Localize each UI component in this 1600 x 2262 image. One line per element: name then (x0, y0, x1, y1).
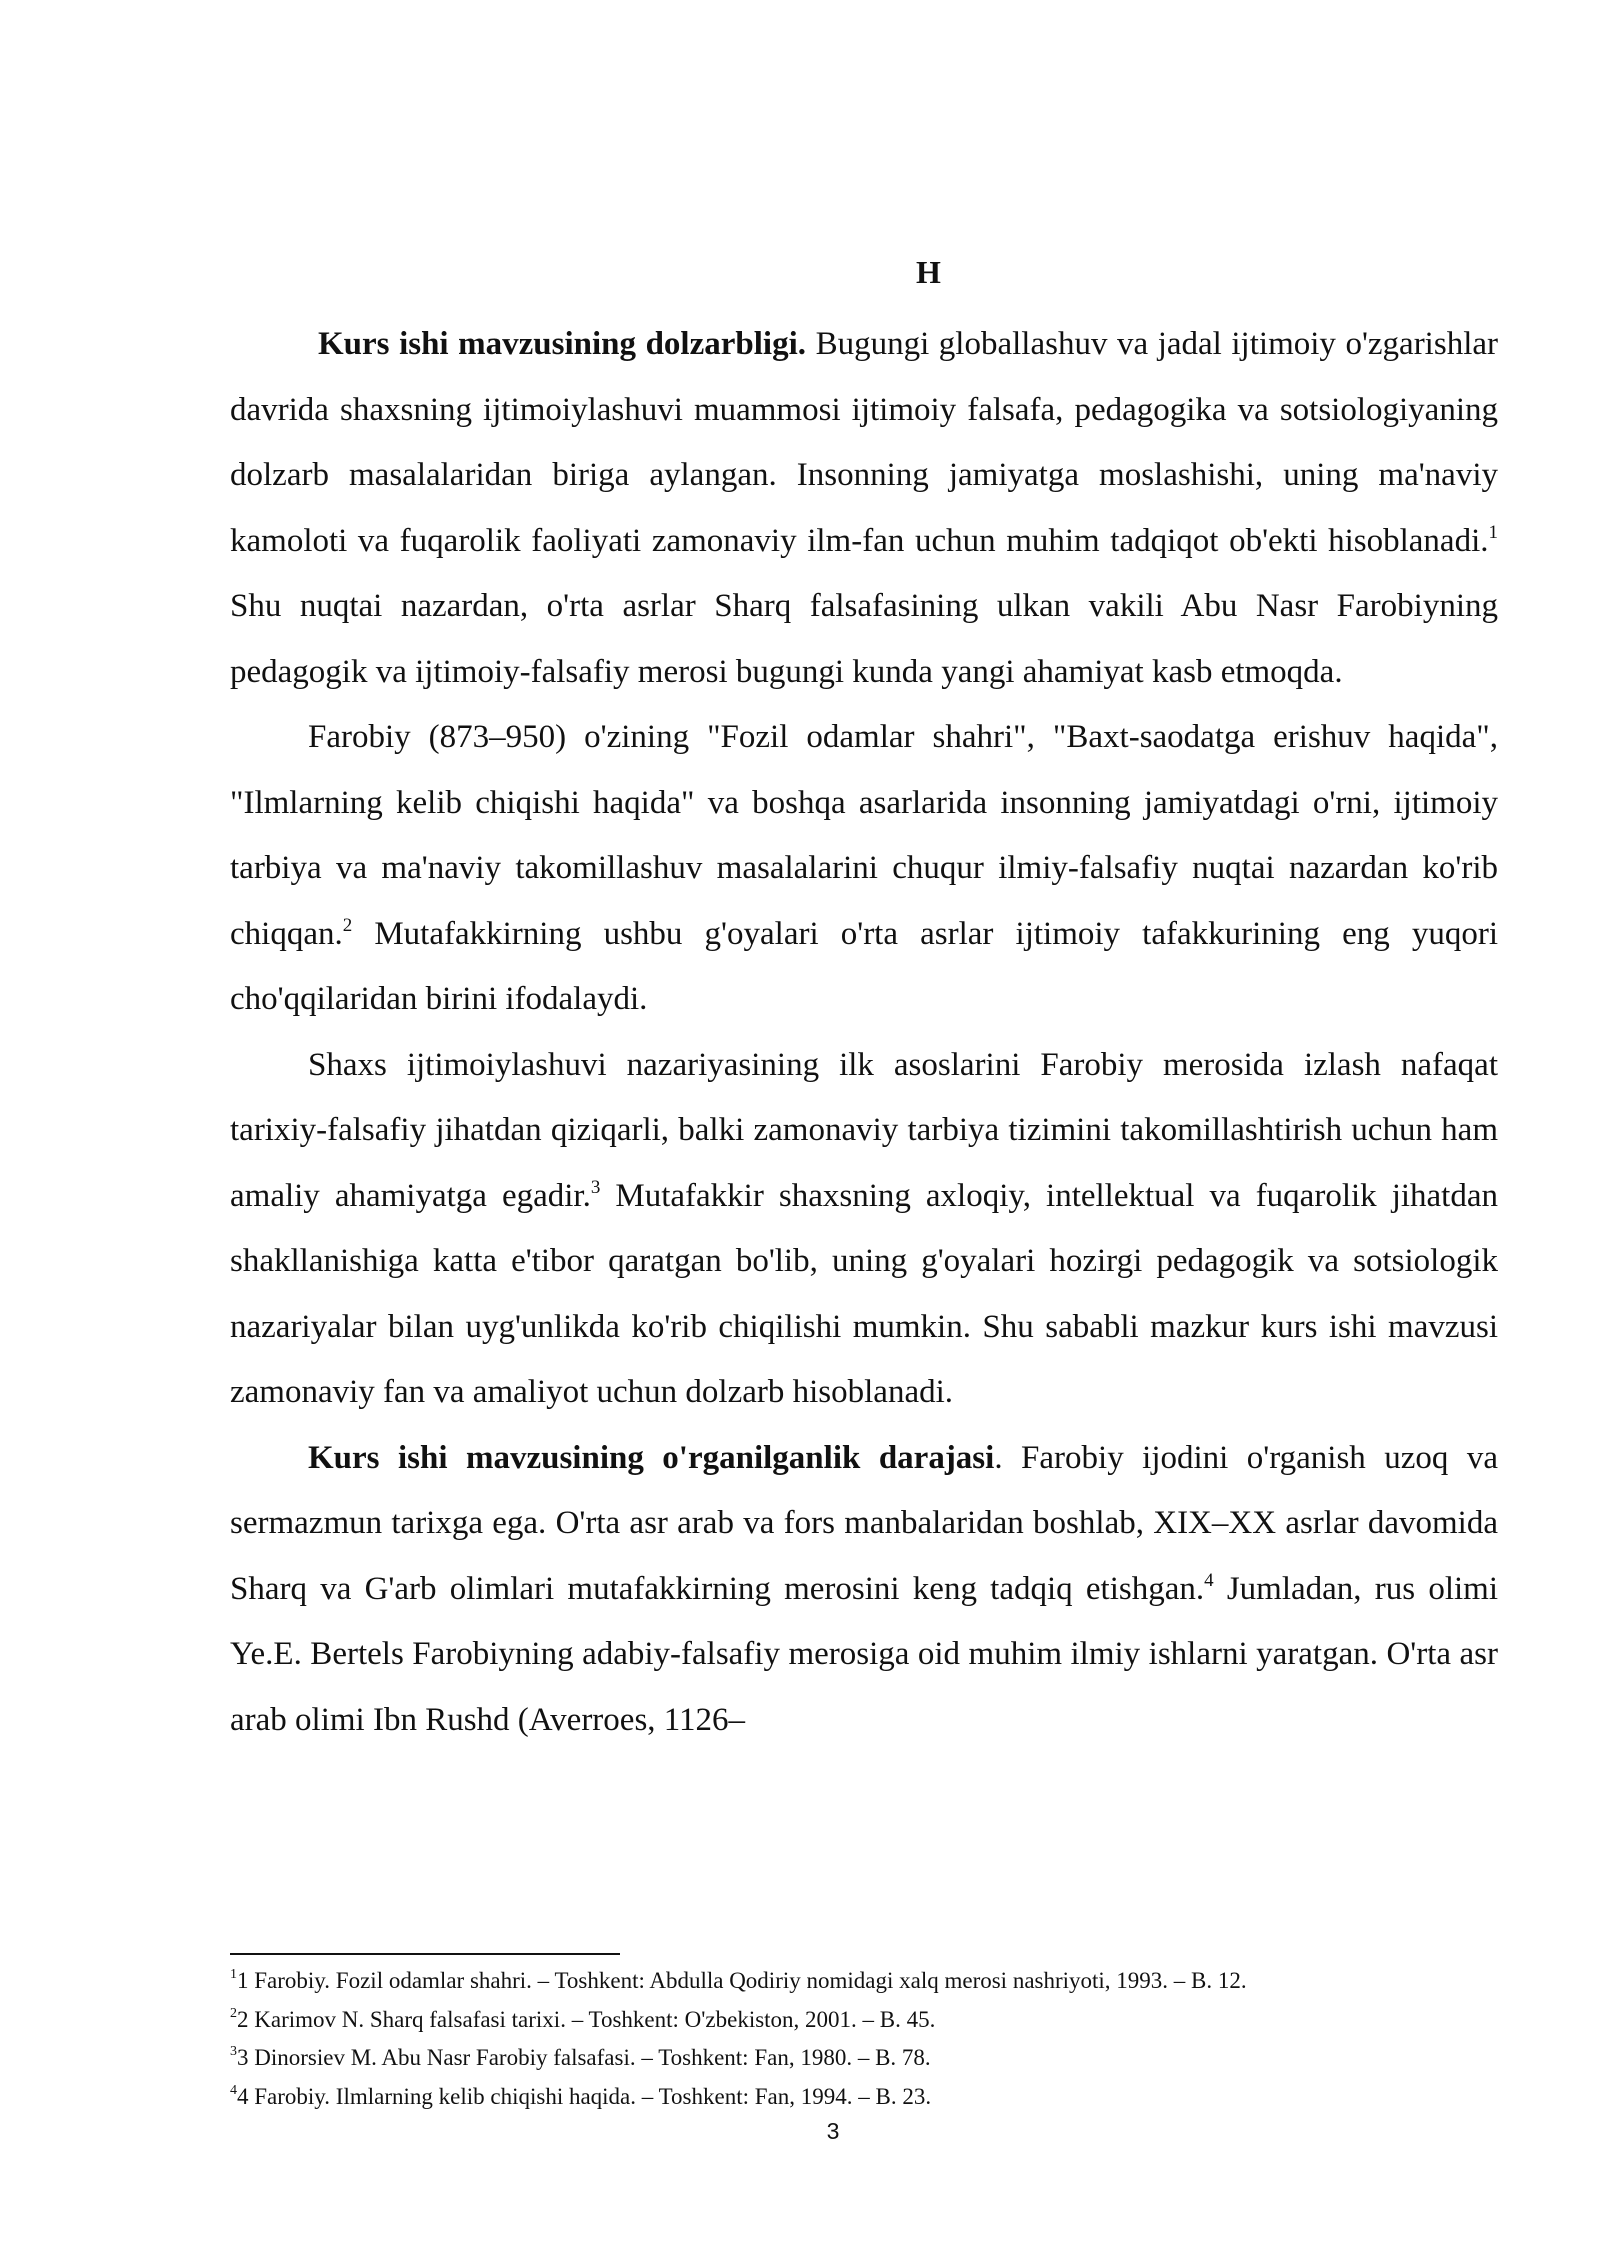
paragraph-text: Mutafakkirning ushbu g'oyalari o'rta asrlar ijtimoiy tafakkurining eng yuqori cho'qqilaridan birini ifodalaydi. (230, 915, 1498, 1017)
footnote-text: 4 Farobiy. Ilmlarning kelib chiqishi haqida. – Toshkent: Fan, 1994. – B. 23. (237, 2083, 932, 2109)
footnote-item (230, 1962, 1498, 2001)
paragraph-farobiy-works (230, 705, 1498, 1033)
page-number: 3 (826, 2118, 840, 2144)
body-text (230, 312, 1498, 1753)
page-heading: H (916, 254, 941, 290)
paragraph-text: Shaxs ijtimoiylashuvi nazariyasining ilk asoslarini Farobiy merosida izlash nafaqat tarixiy-falsafiy jihatdan qiziqarli, balki zamonaviy tarbiya tizimini takomillashtirish uchun ham amaliy ahamiyatga egadir. (230, 1046, 1498, 1214)
footnote-mark: 1 (230, 1967, 237, 1982)
paragraph-research-degree (230, 1426, 1498, 1754)
paragraph-text: Mutafakkir shaxsning axloqiy, intellektual va fuqarolik jihatdan shakllanishiga katta e'tibor qaratgan bo'lib, uning g'oyalari hozirgi pedagogik va sotsiologik nazariyalar bilan uyg'unlikda ko'rib chiqilishi mumkin. Shu sababli mazkur kurs ishi mavzusi zamonaviy fan va amaliyot uchun dolzarb hisoblanadi. (230, 1177, 1498, 1410)
footnote-ref[interactable]: 4 (1204, 1569, 1214, 1591)
paragraph-text: . Farobiy ijodini o'rganish uzoq va sermazmun tarixga ega. O'rta asr arab va fors manbalaridan boshlab, XIX–XX asrlar davomida Sharq va G'arb olimlari mutafakkirning merosini keng tadqiq etishgan. (230, 1439, 1499, 1607)
footnote-ref[interactable]: 3 (590, 1176, 601, 1198)
paragraph-text: Shu nuqtai nazardan, o'rta asrlar Sharq falsafasining ulkan vakili Abu Nasr Farobiyning pedagogik va ijtimoiy-falsafiy merosi bugungi kunda yangi ahamiyat kasb etmoqda. (230, 588, 1498, 690)
footnote-ref[interactable]: 2 (342, 914, 353, 936)
footnote-separator (230, 1953, 620, 1955)
footnote-item (230, 2039, 1498, 2078)
footnote-ref[interactable]: 1 (1488, 521, 1498, 543)
paragraph-text: Bugungi globallashuv va jadal ijtimoiy o'zgarishlar davrida shaxsning ijtimoiylashuvi muammosi ijtimoiy falsafa, pedagogika va sotsiologiyaning dolzarb masalalaridan biriga aylangan. Insonning jamiyatga moslashishi, uning ma'naviy kamoloti va fuqarolik faoliyati zamonaviy ilm-fan uchun muhim tadqiqot ob'ekti hisoblanadi. (230, 326, 1499, 559)
relevance-heading: Kurs ishi mavzusining dolzarbligi. (318, 326, 807, 362)
footnote-text: 1 Farobiy. Fozil odamlar shahri. – Toshkent: Abdulla Qodiriy nomidagi xalq merosi nashriyoti, 1993. – B. 12. (237, 1968, 1247, 1993)
footnote-item (230, 2001, 1498, 2040)
footnote-item (230, 2078, 1498, 2117)
footnote-mark: 3 (230, 2044, 237, 2059)
footnote-mark: 2 (230, 2005, 237, 2021)
paragraph-text: Farobiy (873–950) o'zining "Fozil odamlar shahri", "Baxt-saodatga erishuv haqida", "Ilmlarning kelib chiqishi haqida" va boshqa asarlarida insonning jamiyatdagi o'rni, ijtimoiy tarbiya va ma'naviy takomillashuv masalalarini chuqur ilmiy-falsafiy nuqtai nazardan ko'rib chiqqan. (230, 719, 1498, 952)
paragraph-text: Jumladan, rus olimi Ye.E. Bertels Farobiyning adabiy-falsafiy merosiga oid muhim ilmiy ishlarni yaratgan. O'rta asr arab olimi Ibn Rushd (Averroes, 1126– (230, 1570, 1499, 1738)
footnote-mark: 4 (230, 2082, 237, 2098)
research-degree-heading: Kurs ishi mavzusining o'rganilganlik darajasi (308, 1439, 995, 1476)
footnote-text: 3 Dinorsiev M. Abu Nasr Farobiy falsafasi. – Toshkent: Fan, 1980. – B. 78. (237, 2045, 931, 2070)
footnotes (230, 1962, 1498, 2116)
paragraph-relevance (230, 312, 1498, 705)
footnote-text: 2 Karimov N. Sharq falsafasi tarixi. – Toshkent: O'zbekiston, 2001. – B. 45. (237, 2006, 936, 2032)
paragraph-socialization-theory (230, 1033, 1498, 1426)
